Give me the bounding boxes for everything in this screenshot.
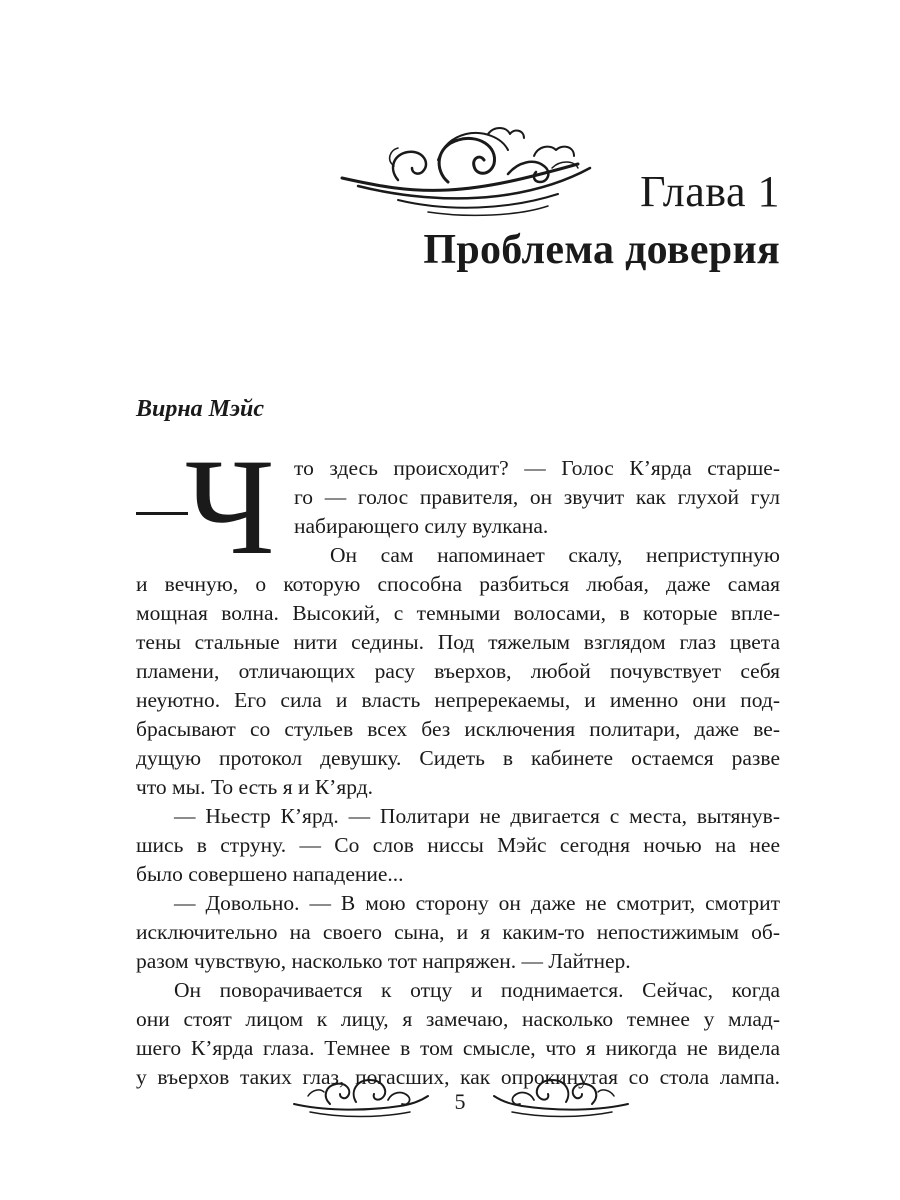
text-line: дущую протокол девушку. Сидеть в кабинете остаемся разве <box>136 746 780 770</box>
text-line: и вечную, о которую способна разбиться любая, даже самая <box>136 572 780 596</box>
text-line: го — голос правителя, он звучит как глухой гул <box>294 485 780 509</box>
text-line: шись в струну. — Со слов ниссы Мэйс сегодня ночью на нее <box>136 833 780 857</box>
wave-ornament-icon <box>492 1074 632 1120</box>
text-line: тены стальные нити седины. Под тяжелым взглядом глаз цвета <box>136 630 780 654</box>
text-line: то здесь происходит? — Голос К’ярда старше- <box>294 456 780 480</box>
text-line: шего К’ярда глаза. Темнее в том смысле, что я никогда не видела <box>136 1036 780 1060</box>
wave-ornament-icon <box>338 120 596 220</box>
text-line: было совершено нападение... <box>136 862 404 886</box>
text-line: что мы. То есть я и К’ярд. <box>136 775 374 799</box>
text-line: набирающего силу вулкана. <box>294 514 549 538</box>
text-line: пламени, отличающих расу въерхов, любой почувствует себя <box>136 659 780 683</box>
chapter-label: Глава 1 <box>640 167 780 216</box>
text-line: у въерхов таких глаз, погасших, как опрокинутая со стола лампа. <box>136 1065 780 1089</box>
text-line: исключительно на своего сына, и я каким-то непостижимым об- <box>136 920 780 944</box>
text-line: неуютно. Его сила и власть непререкаемы, и именно они под- <box>136 688 780 712</box>
text-line: Он поворачивается к отцу и поднимается. Сейчас, когда <box>174 978 780 1002</box>
text-line: — Ньестр К’ярд. — Политари не двигается с места, вытянув- <box>174 804 780 828</box>
page-number: 5 <box>454 1089 466 1114</box>
text-line: брасывают со стульев всех без исключения политари, даже ве- <box>136 717 780 741</box>
pov-character-name: Вирна Мэйс <box>136 396 264 422</box>
text-line: Он сам напоминает скалу, неприступную <box>330 543 780 567</box>
drop-cap-letter: Ч <box>185 430 275 583</box>
text-line: — Довольно. — В мою сторону он даже не смотрит, смотрит <box>174 891 780 915</box>
chapter-body-text <box>136 454 780 1092</box>
text-line: они стоят лицом к лицу, я замечаю, насколько темнее у млад- <box>136 1007 780 1031</box>
text-line: разом чувствую, насколько тот напряжен. — Лайтнер. <box>136 949 631 973</box>
wave-ornament-icon <box>290 1074 430 1120</box>
text-line: мощная волна. Высокий, с темными волосами, в которые впле- <box>136 601 780 625</box>
chapter-title: Проблема доверия <box>423 227 780 273</box>
